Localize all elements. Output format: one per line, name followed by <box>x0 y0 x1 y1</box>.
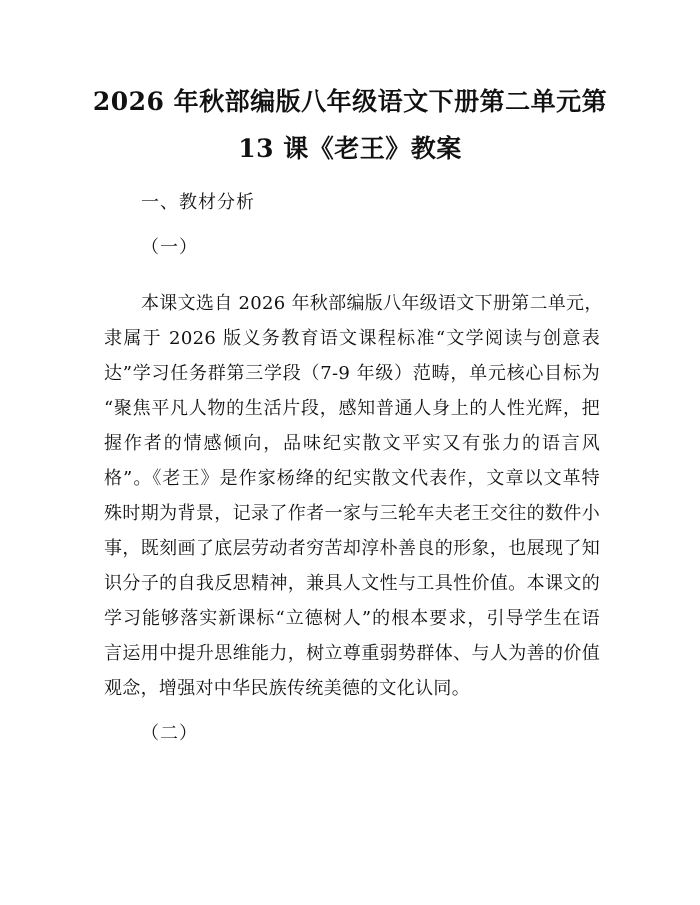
paragraph-line: 观念，增强对中华民族传统美德的文化认同。 <box>104 678 470 699</box>
paragraph-line: 识分子的自我反思精神，兼具人文性与工具性价值。本课文的 <box>104 573 600 594</box>
body-paragraph <box>104 286 603 706</box>
paragraph-line: “聚焦平凡人物的生活片段，感知普通人身上的人性光辉，把 <box>104 398 600 419</box>
paragraph-line: 学习能够落实新课标“立德树人”的根本要求，引导学生在语 <box>104 608 600 629</box>
subsection-heading-2: （二） <box>141 723 198 744</box>
paragraph-line: 本课文选自 2026 年秋部编版八年级语文下册第二单元， <box>141 293 603 314</box>
paragraph-line: 隶属于 2026 版义务教育语文课程标准“文学阅读与创意表 <box>104 328 600 349</box>
section-heading: 一、教材分析 <box>141 192 255 213</box>
subsection-heading-1: （一） <box>141 237 198 258</box>
document-title-line-2: 13 课《老王》教案 <box>238 134 462 163</box>
paragraph-line: 言运用中提升思维能力，树立尊重弱势群体、与人为善的价值 <box>104 643 600 664</box>
paragraph-line: 达”学习任务群第三学段（7-9 年级）范畴，单元核心目标为 <box>104 363 600 384</box>
paragraph-line: 殊时期为背景，记录了作者一家与三轮车夫老王交往的数件小 <box>104 503 600 524</box>
paragraph-line: 事，既刻画了底层劳动者穷苦却淳朴善良的形象，也展现了知 <box>104 538 600 559</box>
paragraph-line: 握作者的情感倾向，品味纪实散文平实又有张力的语言风 <box>104 433 600 454</box>
document-title-line-1: 2026 年秋部编版八年级语文下册第二单元第 <box>92 87 608 116</box>
paragraph-line: 格”。《老王》是作家杨绛的纪实散文代表作，文章以文革特 <box>104 468 600 489</box>
